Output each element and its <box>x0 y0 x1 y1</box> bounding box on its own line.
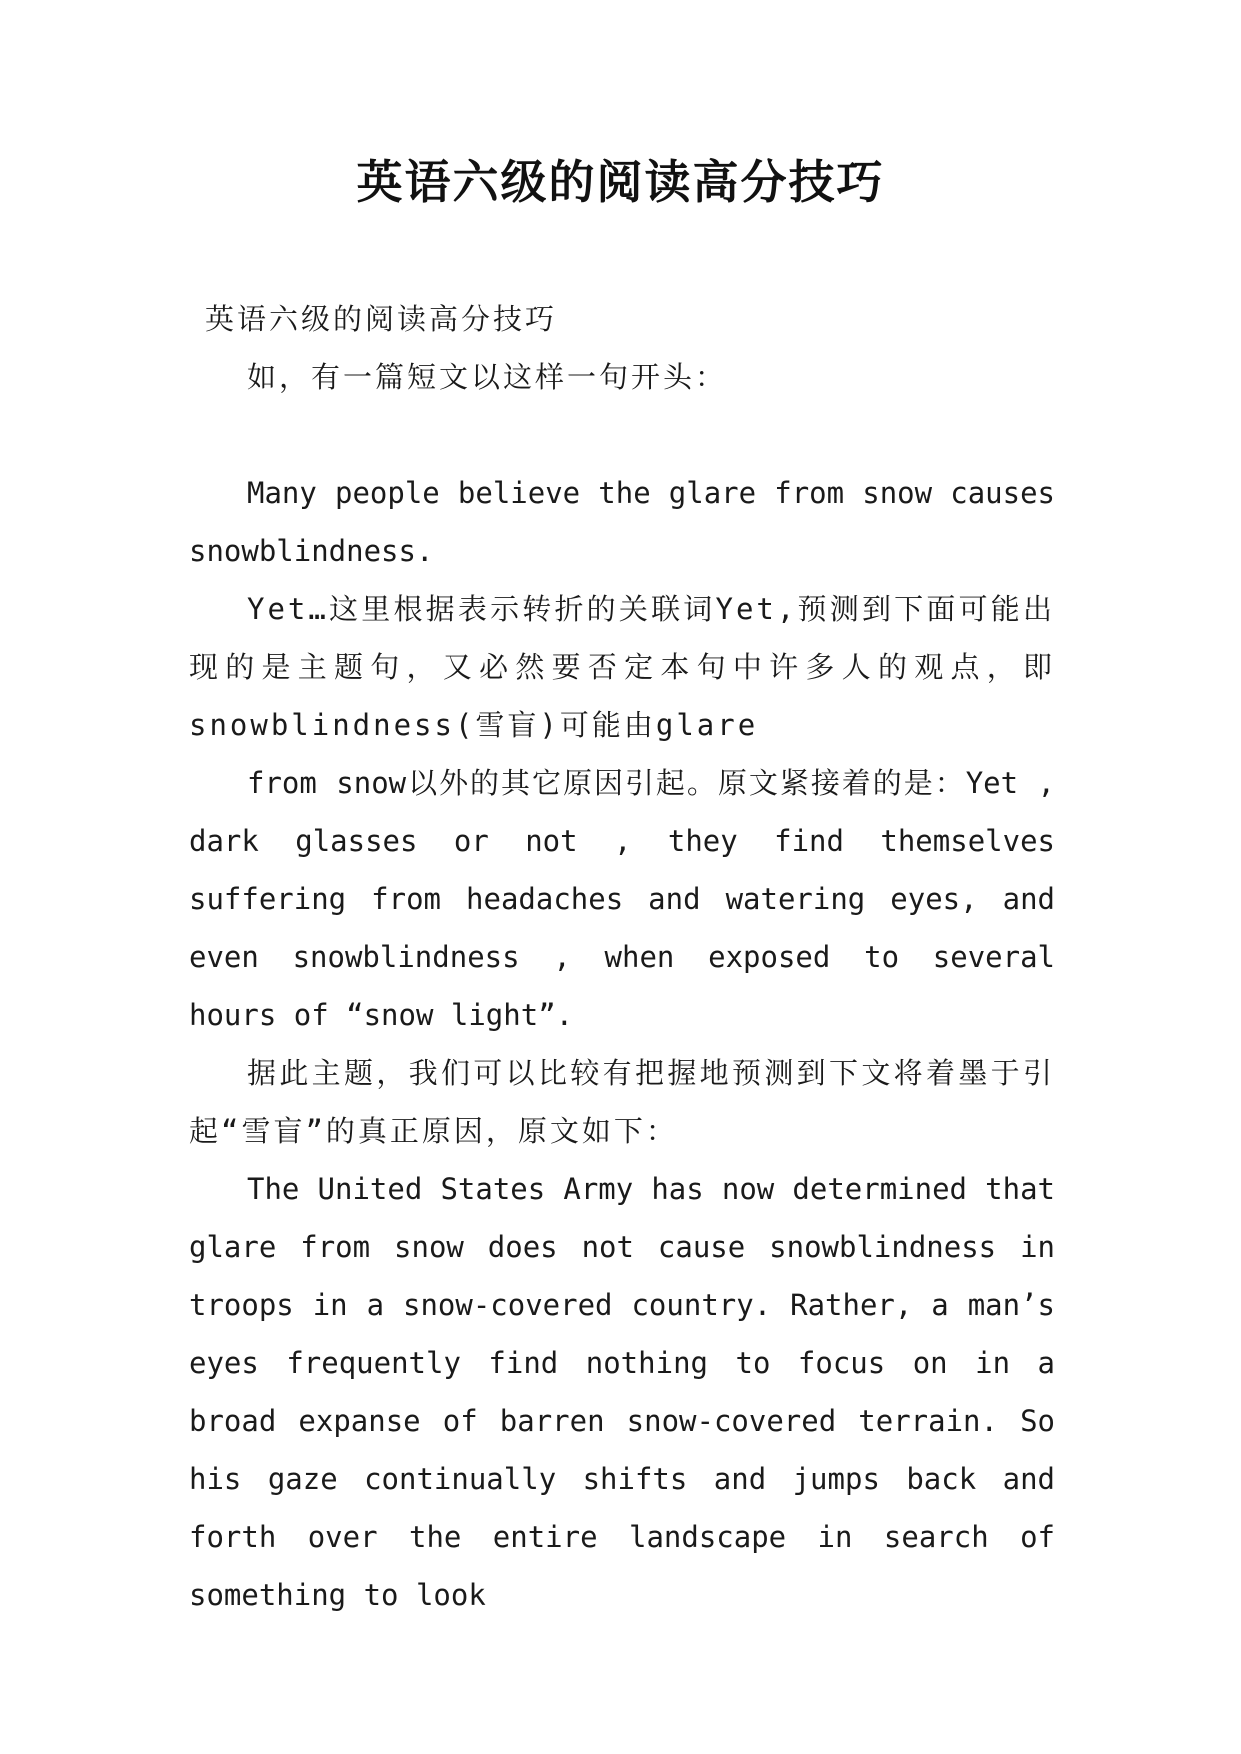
paragraph-intro: 如，有一篇短文以这样一句开头： <box>247 360 728 394</box>
paragraph-prediction: 据此主题，我们可以比较有把握地预测到下文将着墨于引起“雪盲”的真正原因，原文如下： <box>189 1056 1055 1148</box>
blank-line <box>189 406 1055 464</box>
document-subtitle: 英语六级的阅读高分技巧 <box>205 302 558 336</box>
paragraph-example-sentence: Many people believe the glare from snow causes snowblindness. <box>189 476 1055 568</box>
paragraph-analysis: Yet…这里根据表示转折的关联词Yet,预测到下面可能出现的是主题句，又必然要否定本句中许多人的观点，即snowblindness(雪盲)可能由glare <box>189 592 1055 742</box>
document-body <box>189 290 1055 1624</box>
paragraph-original-text: The United States Army has now determined that glare from snow does not cause snowblindness in troops in a snow-covered country. Rather, a man’s eyes frequently find nothing to focus on in a broad expanse of barren snow-covered terrain. So his gaze continually shifts and jumps back and forth over the entire landscape in search of something to look <box>189 1172 1055 1612</box>
document-title: 英语六级的阅读高分技巧 <box>356 155 885 209</box>
paragraph-continuation: from snow以外的其它原因引起。原文紧接着的是：Yet , dark glasses or not , they find themselves suffering from headaches and watering eyes, and even snowblindness , when exposed to several hours of “snow light”. <box>189 766 1055 1032</box>
